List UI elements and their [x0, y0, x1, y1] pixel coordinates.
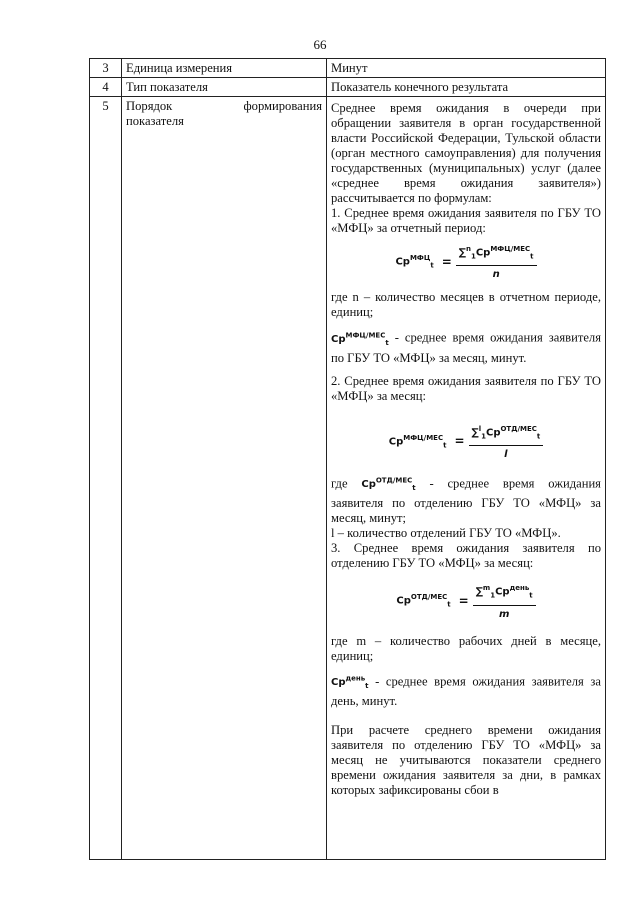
formula-1: $Ср^{МФЦ}_t$ = $\frac{\sum^n_1Ср^{МФЦ/МЕС}_t}{n}$ [331, 242, 601, 282]
definition: где $Ср^{ОТД/МЕС}_t$ - среднее время ожидания заявителя по отделению ГБУ ТО «МФЦ» за месяц, минут; [331, 476, 601, 526]
row-label: Единица измерения [122, 59, 327, 78]
table-row [90, 59, 606, 78]
indicator-table [89, 58, 606, 860]
row-label: Тип показателя [122, 78, 327, 97]
row-value: Показатель конечного результата [327, 78, 606, 97]
definition: $Ср^{МФЦ/МЕС}_t$ - среднее время ожидания заявителя по ГБУ ТО «МФЦ» за месяц, минут. [331, 330, 601, 365]
row-number: 4 [90, 78, 122, 97]
row-value [327, 97, 606, 860]
formula-heading-2: 2. Среднее время ожидания заявителя по ГБУ ТО «МФЦ» за месяц: [331, 373, 601, 403]
page-number: 66 [313, 37, 327, 52]
definition: где n – количество месяцев в отчетном периоде, единиц; [331, 290, 601, 320]
formula-heading-1: 1. Среднее время ожидания заявителя по ГБУ ТО «МФЦ» за отчетный период: [331, 206, 601, 235]
label-part: формирования [243, 99, 322, 113]
label-part: Порядок [126, 99, 173, 113]
row-value: Минут [327, 59, 606, 78]
formula-2: $Ср^{МФЦ/МЕС}_t$ = $\frac{\sum^l_1Ср^{ОТД/МЕС}_t}{l}$ [331, 422, 601, 462]
row-number: 3 [90, 59, 122, 78]
label-part: показателя [126, 114, 184, 128]
row-number: 5 [90, 97, 122, 860]
formula-heading-3: 3. Среднее время ожидания заявителя по отделению ГБУ ТО «МФЦ» за месяц: [331, 541, 601, 571]
table-row [90, 97, 606, 860]
table-row [90, 78, 606, 97]
definition: где m – количество рабочих дней в месяце, единиц; [331, 633, 601, 663]
definition: l – количество отделений ГБУ ТО «МФЦ». [331, 526, 561, 541]
intro-paragraph: Среднее время ожидания в очереди при обращении заявителя в орган государственной власти Российской Федерации, Тульской области (орган местного самоуправления) для получения государственных (муниципальных) услуг (далее «среднее время ожидания заявителя») рассчитывается по формулам: [331, 101, 601, 205]
definition: $Ср^{день}_t$ - среднее время ожидания заявителя за день, минут. [331, 673, 601, 708]
row-label [122, 97, 327, 860]
formula-3: $Ср^{ОТД/МЕС}_t$ = $\frac{\sum^m_1Ср^{день}_t}{m}$ [331, 581, 601, 621]
final-paragraph: При расчете среднего времени ожидания заявителя по отделению ГБУ ТО «МФЦ» за месяц не учитываются показатели среднего времени ожидания заявителя за дни, в рамках которых зафиксированы сбои в [331, 722, 601, 797]
